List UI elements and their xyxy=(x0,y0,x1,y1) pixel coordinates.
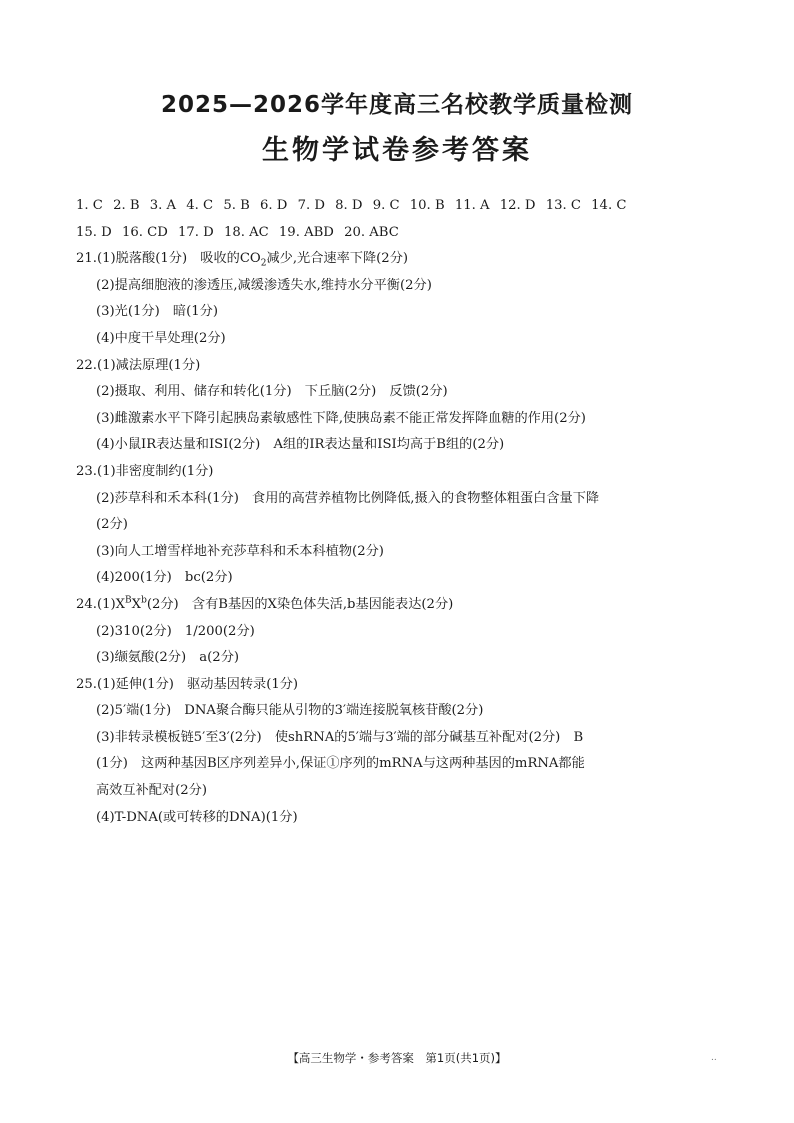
mc-answer: 1. C xyxy=(76,198,103,213)
q22-line-2: (2)摄取、利用、储存和转化(1分) 下丘脑(2分) 反馈(2分) xyxy=(96,384,448,400)
mc-answer: 15. D xyxy=(76,224,112,240)
q24-line-3: (3)缬氨酸(2分) a(2分) xyxy=(96,650,240,666)
mc-answer: 10. B xyxy=(409,198,445,213)
mc-answer: 12. D xyxy=(499,198,536,213)
page-footer: 【高三生物学・参考答案 第1页(共1页)】 xyxy=(287,1051,507,1065)
mc-answer: 8. D xyxy=(335,198,363,213)
answer-content xyxy=(76,193,722,831)
mc-answer: 11. A xyxy=(454,198,490,213)
mc-answer: 7. D xyxy=(297,198,325,213)
q23-line-3: (2分) xyxy=(96,517,128,533)
mc-answer: 6. D xyxy=(260,198,288,213)
mc-answer: 13. C xyxy=(545,198,581,213)
mc-answer: 18. AC xyxy=(223,224,269,240)
q25-line-3: (3)非转录模板链5′至3′(2分) 使shRNA的5′端与3′端的部分碱基互补配对(2分) B xyxy=(96,729,584,745)
q25-line-1: 25.(1)延伸(1分) 驱动基因转录(1分) xyxy=(76,676,299,692)
q22-line-4: (4)小鼠IR表达量和ISI(2分) A组的IR表达量和ISI均高于B组的(2分) xyxy=(96,437,505,453)
q22-line-3: (3)雌激素水平下降引起胰岛素敏感性下降,使胰岛素不能正常发挥降血糖的作用(2分) xyxy=(96,410,586,426)
q23-line-1: 23.(1)非密度制约(1分) xyxy=(76,463,214,479)
q23-line-4: (3)向人工增雪样地补充莎草科和禾本科植物(2分) xyxy=(96,543,384,559)
q21-line-1: 21.(1)脱落酸(1分) 吸收的$CO_2$减少,光合速率下降(2分) xyxy=(76,251,409,269)
mc-answers-row-1 xyxy=(76,193,722,220)
title-line-2: 生物学试卷参考答案 xyxy=(262,135,532,166)
q23-line-2: (2)莎草科和禾本科(1分) 食用的高营养植物比例降低,摄入的食物整体粗蛋白含量下降 xyxy=(96,490,600,506)
q25-line-4: (1分) 这两种基因B区序列差异小,保证①序列的mRNA与这两种基因的mRNA都能 xyxy=(96,756,585,772)
mc-answer: 14. C xyxy=(591,198,627,213)
q25-line-5: 高效互补配对(2分) xyxy=(96,783,207,799)
q24-line-1: $24.(1)X^BX^b(2$分) 含有B基因的X染色体失活,b基因能表达(2分) xyxy=(76,595,454,612)
q22-line-1: 22.(1)减法原理(1分) xyxy=(76,357,201,373)
mc-answer: 20. ABC xyxy=(344,224,399,240)
mc-answer: 3. A xyxy=(149,198,177,213)
corner-dots: .. xyxy=(711,1053,717,1063)
title-line-1: 2025—2026学年度高三名校教学质量检测 xyxy=(160,92,634,118)
q23-line-5: (4)200(1分) bc(2分) xyxy=(96,570,233,586)
q21-line-2: (2)提高细胞液的渗透压,减缓渗透失水,维持水分平衡(2分) xyxy=(96,277,432,293)
mc-answer: 4. C xyxy=(186,198,214,213)
mc-answer: 5. B xyxy=(223,198,250,213)
mc-answer: 16. CD xyxy=(121,224,168,240)
mc-answer: 9. C xyxy=(372,198,400,213)
mc-answer: 19. ABD xyxy=(278,224,334,240)
mc-answer: 17. D xyxy=(177,224,214,240)
q21-line-3: (3)光(1分) 暗(1分) xyxy=(96,304,218,320)
q24-line-2: (2)310(2分) 1/200(2分) xyxy=(96,623,255,639)
mc-answers-row-2 xyxy=(76,220,722,247)
q25-line-2: (2)5′端(1分) DNA聚合酶只能从引物的3′端连接脱氧核苷酸(2分) xyxy=(96,703,484,719)
q21-line-4: (4)中度干旱处理(2分) xyxy=(96,330,226,346)
mc-answer: 2. B xyxy=(113,198,140,213)
q25-line-6: (4)T-DNA(或可转移的DNA)(1分) xyxy=(96,809,298,825)
